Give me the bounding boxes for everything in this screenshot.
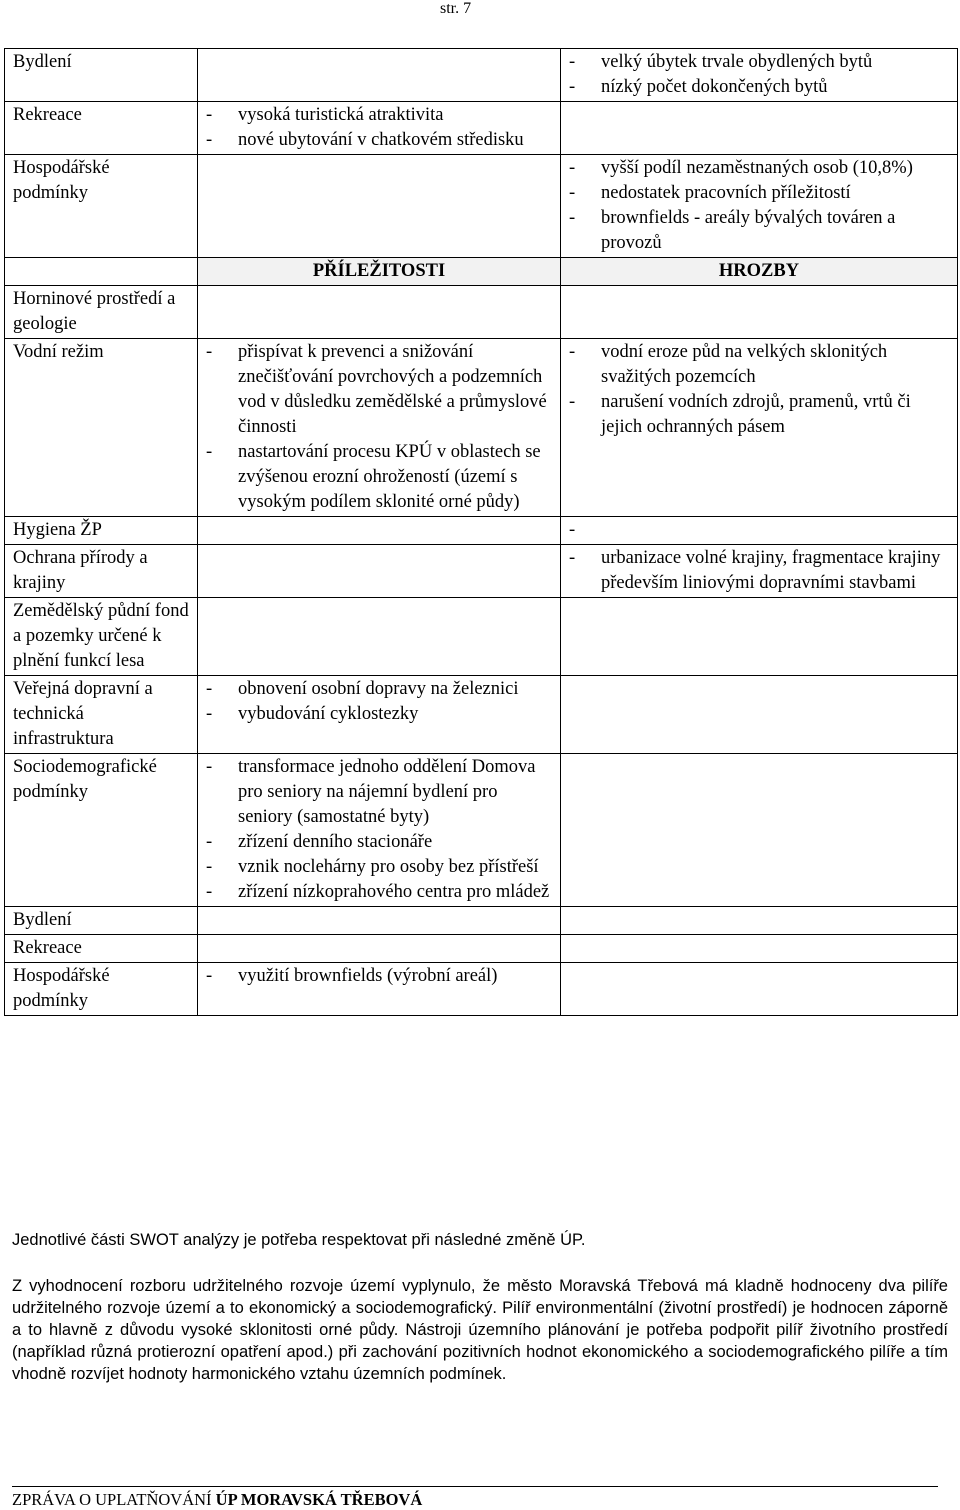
opportunities-cell [198, 155, 561, 258]
threats-cell [561, 907, 958, 935]
opportunities-list [206, 103, 552, 153]
list-item: - vysoká turistická atraktivita [206, 103, 552, 128]
threats-cell [561, 517, 958, 545]
opportunities-cell [198, 754, 561, 907]
threats-list [569, 156, 949, 256]
list-item: - obnovení osobní dopravy na železnici [206, 677, 552, 702]
opportunities-cell [198, 963, 561, 1016]
row-label: Ochrana přírody a krajiny [5, 545, 198, 598]
table-row [5, 339, 958, 517]
list-item: - přispívat k prevenci a snižování znečišťování povrchových a podzemních vod v důsledku zemědělské a průmyslové činnosti [206, 340, 552, 440]
threats-list [569, 50, 949, 100]
list-item: - zřízení nízkoprahového centra pro mládež [206, 880, 552, 905]
row-label: Hospodářské podmínky [5, 963, 198, 1016]
row-label: Sociodemografické podmínky [5, 754, 198, 907]
threats-cell [561, 963, 958, 1016]
swot-upper-rows [5, 49, 958, 258]
table-row [5, 517, 958, 545]
opportunities-cell [198, 598, 561, 676]
list-item: - vyšší podíl nezaměstnaných osob (10,8%) [569, 156, 949, 181]
paragraph-swot-note: Jednotlivé části SWOT analýzy je potřeba respektovat při následné změně ÚP. [12, 1231, 586, 1249]
opportunities-list [206, 755, 552, 905]
table-row [5, 598, 958, 676]
opportunities-cell [198, 935, 561, 963]
threats-cell [561, 676, 958, 754]
threats-cell [561, 49, 958, 102]
threats-cell [561, 935, 958, 963]
threats-cell [561, 102, 958, 155]
threats-cell [561, 598, 958, 676]
swot-table [4, 48, 958, 1016]
list-item: - velký úbytek trvale obydlených bytů [569, 50, 949, 75]
swot-lower-rows [5, 286, 958, 1016]
list-item: - vybudování cyklostezky [206, 702, 552, 727]
table-row [5, 935, 958, 963]
footer-prefix: ZPRÁVA O UPLATŇOVÁNÍ [12, 1490, 216, 1509]
row-label: Rekreace [5, 102, 198, 155]
list-item: - využití brownfields (výrobní areál) [206, 964, 552, 989]
table-row [5, 545, 958, 598]
table-row [5, 676, 958, 754]
threats-cell [561, 155, 958, 258]
list-item: - urbanizace volné krajiny, fragmentace krajiny především liniovými dopravními stavbami [569, 546, 949, 596]
opportunities-cell [198, 286, 561, 339]
opportunities-list [206, 964, 552, 989]
opportunities-cell [198, 517, 561, 545]
list-item: - vznik noclehárny pro osoby bez přístřeší [206, 855, 552, 880]
table-row [5, 49, 958, 102]
threats-cell [561, 339, 958, 517]
threats-cell [561, 545, 958, 598]
row-label: Rekreace [5, 935, 198, 963]
list-item: - zřízení denního stacionáře [206, 830, 552, 855]
row-label: Vodní režim [5, 339, 198, 517]
list-item: - brownfields - areály bývalých továren a provozů [569, 206, 949, 256]
threats-list [569, 546, 949, 596]
opportunities-cell [198, 102, 561, 155]
threats-list [569, 340, 949, 440]
opportunities-cell [198, 49, 561, 102]
list-item: - transformace jednoho oddělení Domova pro seniory na nájemní bydlení pro seniory (samostatné byty) [206, 755, 552, 830]
table-row [5, 102, 958, 155]
opportunities-list [206, 677, 552, 727]
footer-bold: ÚP MORAVSKÁ TŘEBOVÁ [215, 1490, 423, 1509]
header-blank-cell [5, 258, 198, 286]
opportunities-list [206, 340, 552, 515]
row-label: Hygiena ŽP [5, 517, 198, 545]
opportunities-cell [198, 676, 561, 754]
row-label: Bydlení [5, 49, 198, 102]
list-item: - nízký počet dokončených bytů [569, 75, 949, 100]
table-row [5, 907, 958, 935]
paragraph-evaluation: Z vyhodnocení rozboru udržitelného rozvoje území vyplynulo, že město Moravská Třebová má kladně hodnoceny dva pilíře udržitelného rozvoje území a to ekonomický a sociodemografický. Pilíř environmentální (životní prostředí) je hodnocen záporně a to hlavně z důvodu vysoké sklonitosti orné půdy. Nástroji územního plánování je potřeba podpořit pilíř životního prostředí (například různá protierozní opatření apod.) při zachování pozitivních hodnot ekonomického a sociodemografického pilíře a tím vhodně rozvíjet hodnoty harmonického vztahu územních podmínek. [12, 1277, 948, 1383]
list-item: - nedostatek pracovních příležitostí [569, 181, 949, 206]
swot-header [5, 258, 958, 286]
table-row [5, 286, 958, 339]
table-row [5, 155, 958, 258]
list-item: - nové ubytování v chatkovém středisku [206, 128, 552, 153]
list-item: - nastartování procesu KPÚ v oblastech se zvýšenou erozní ohrožeností (území s vysokým podílem sklonité orné půdy) [206, 440, 552, 515]
page-number: str. 7 [440, 0, 472, 17]
opportunities-cell [198, 339, 561, 517]
row-label: Veřejná dopravní a technická infrastruktura [5, 676, 198, 754]
table-row [5, 963, 958, 1016]
opportunities-cell [198, 907, 561, 935]
opportunities-cell [198, 545, 561, 598]
footer-title [12, 1490, 422, 1510]
row-label: Hospodářské podmínky [5, 155, 198, 258]
list-item: - narušení vodních zdrojů, pramenů, vrtů či jejich ochranných pásem [569, 390, 949, 440]
table-row [5, 754, 958, 907]
header-threats: HROZBY [561, 258, 958, 286]
list-item: - vodní eroze půd na velkých sklonitých svažitých pozemcích [569, 340, 949, 390]
header-opportunities: PŘÍLEŽITOSTI [198, 258, 561, 286]
row-label: Horninové prostředí a geologie [5, 286, 198, 339]
footer-divider [12, 1486, 938, 1487]
row-label: Bydlení [5, 907, 198, 935]
threats-cell [561, 754, 958, 907]
row-label: Zemědělský půdní fond a pozemky určené k plnění funkcí lesa [5, 598, 198, 676]
threats-cell [561, 286, 958, 339]
